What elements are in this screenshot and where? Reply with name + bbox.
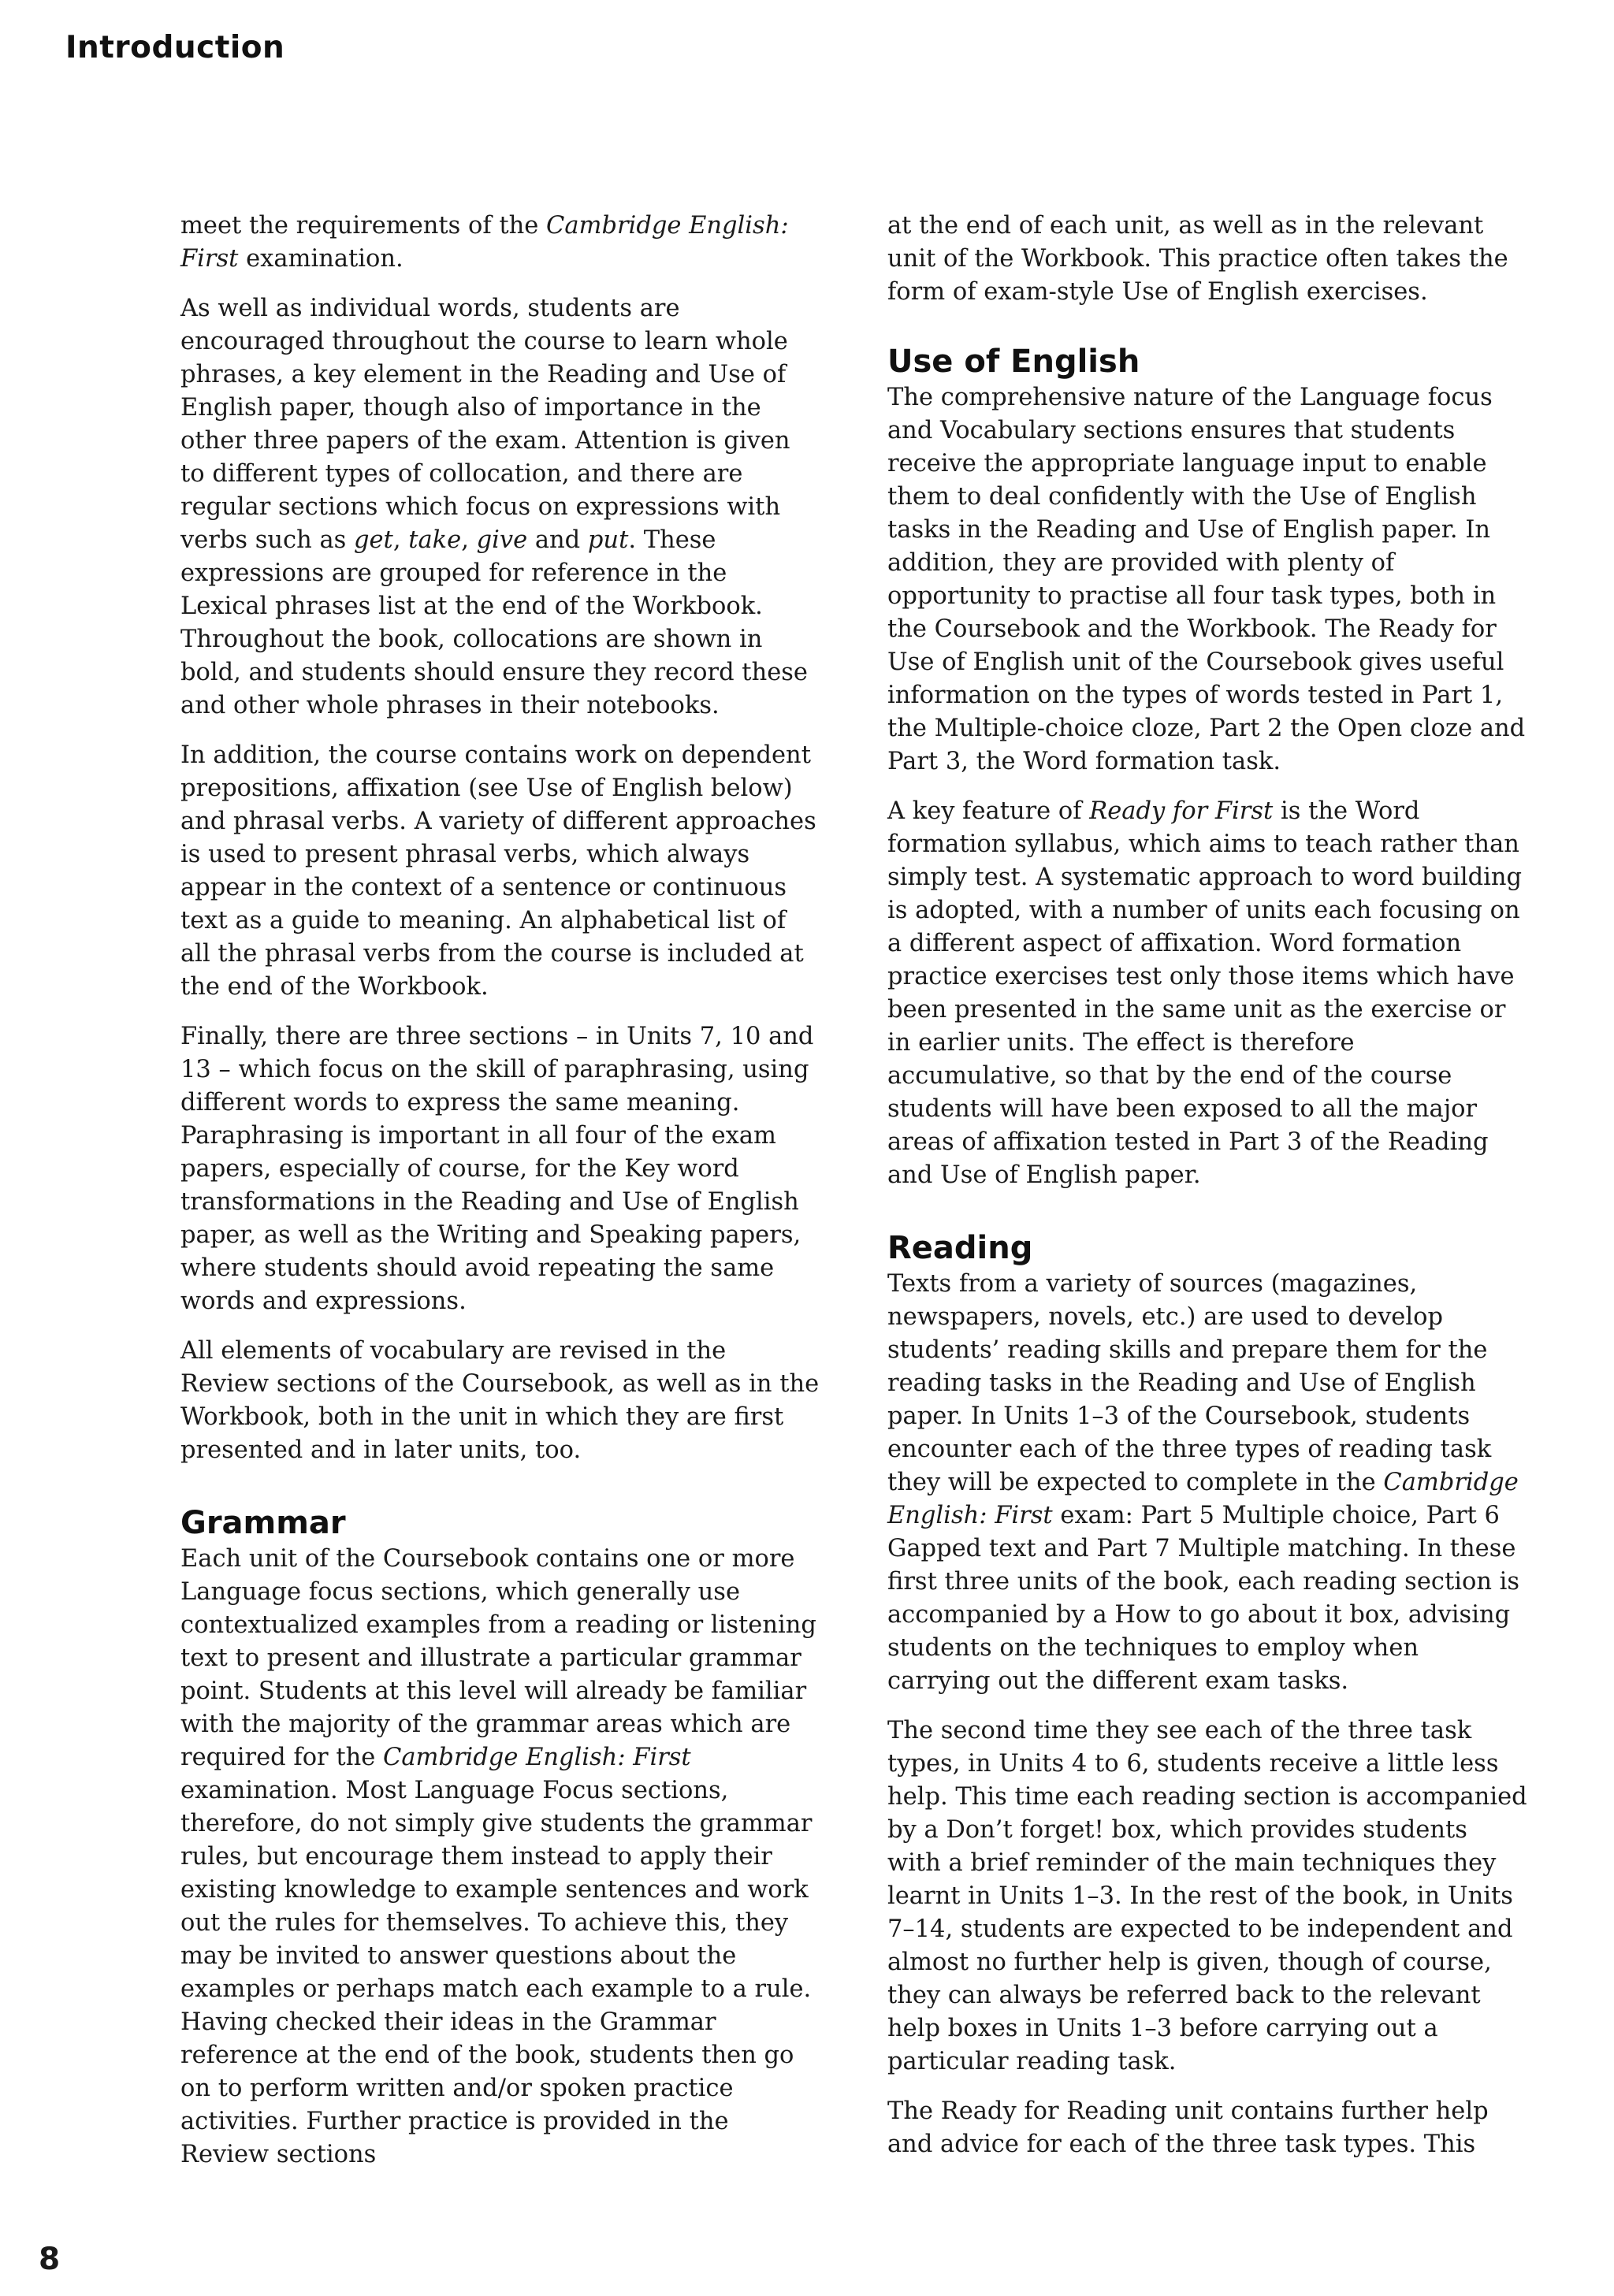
text: . These expressions are grouped for reference in the Lexical phrases list at the end of the Workbook. Throughout the book, collocations are shown in bold, and students should ensure they record these and other whole phrases in their notebooks. bbox=[180, 526, 808, 719]
paragraph bbox=[887, 1268, 1527, 1698]
text: examination. bbox=[238, 245, 404, 273]
text: , bbox=[461, 526, 477, 554]
paragraph: The comprehensive nature of the Language focus and Vocabulary sections ensures that students receive the appropriate language input to enable them to deal confidently with the Use of English tasks in the Reading and Use of English paper. In addition, they are provided with plenty of opportunity to practise all four task types, both in the Coursebook and the Workbook. The Ready for Use of English unit of the Coursebook gives useful information on the types of words tested in Part 1, the Multiple-choice cloze, Part 2 the Open cloze and Part 3, the Word formation task. bbox=[887, 384, 1526, 775]
paragraph: The second time they see each of the three task types, in Units 4 to 6, students receive a little less help. This time each reading section is accompanied by a Don’t forget! box, which provides students with a brief reminder of the main techniques they learnt in Units 1–3. In the rest of the book, in Units 7–14, students are expected to be independent and almost no further help is given, though of course, they can always be referred back to the relevant help boxes in Units 1–3 before carrying out a particular reading task. bbox=[887, 1717, 1527, 2075]
paragraph: at the end of each unit, as well as in the relevant unit of the Workbook. This practice often takes the form of exam-style Use of English exercises. bbox=[887, 212, 1508, 306]
section-heading-grammar: Grammar bbox=[180, 1505, 346, 1541]
paragraph bbox=[180, 1543, 820, 2172]
paragraph: In addition, the course contains work on dependent prepositions, affixation (see Use of English below) and phrasal verbs. A variety of different approaches is used to present phrasal verbs, which always appear in the context of a sentence or continuous text as a guide to meaning. An alphabetical list of all the phrasal verbs from the course is included at the end of the Workbook. bbox=[180, 741, 816, 1001]
paragraph: Finally, there are three sections – in Units 7, 10 and 13 – which focus on the skill of paraphrasing, using different words to express the same meaning. Paraphrasing is important in all four of the exam papers, especially of course, for the Key word transformations in the Reading and Use of English paper, as well as the Writing and Speaking papers, where students should avoid repeating the same words and expressions. bbox=[180, 1023, 814, 1315]
page-number: 8 bbox=[39, 2242, 61, 2277]
paragraph: All elements of vocabulary are revised in the Review sections of the Coursebook, as well as in the Workbook, both in the unit in which they are first presented and in later units, too. bbox=[180, 1337, 820, 1464]
running-head: Introduction bbox=[65, 30, 285, 65]
italic-text: take bbox=[408, 526, 462, 554]
right-column bbox=[887, 210, 1527, 2178]
italic-text: get bbox=[353, 526, 393, 554]
italic-text: Cambridge English: First bbox=[382, 1744, 691, 1771]
text: meet the requirements of the bbox=[180, 212, 547, 240]
text: As well as individual words, students are encouraged throughout the course to learn whole phrases, a key element in the Reading and Use of English paper, though also of importance in the other three papers of the exam. Attention is given to different types of collocation, and there are regular sections which focus on expressions with verbs such as bbox=[180, 295, 790, 554]
text: , bbox=[392, 526, 409, 554]
text: examination. Most Language Focus sections, therefore, do not simply give students the grammar rules, but encourage them instead to apply their existing knowledge to example sentences and work out the rules for themselves. To achieve this, they may be invited to answer questions about the examples or perhaps match each example to a rule. Having checked their ideas in the Grammar reference at the end of the book, students then go on to perform written and/or spoken practice activities. Further practice is provided in the Review sections bbox=[180, 1777, 813, 2168]
italic-text: put bbox=[587, 526, 629, 554]
section-heading-reading: Reading bbox=[887, 1230, 1033, 1266]
paragraph: The Ready for Reading unit contains further help and advice for each of the three task types. This bbox=[887, 2097, 1489, 2158]
text: Each unit of the Coursebook contains one or more Language focus sections, which generally use contextualized examples from a reading or listening text to present and illustrate a particular grammar point. Students at this level will already be familiar with the majority of the grammar areas which are required for the bbox=[180, 1545, 816, 1771]
italic-text: give bbox=[476, 526, 528, 554]
text: is the Word formation syllabus, which aims to teach rather than simply test. A systematic approach to word building is adopted, with a number of units each focusing on a different aspect of affixation. Word formation practice exercises test only those items which have been presented in the same unit as the exercise or in earlier units. The effect is therefore accumulative, so that by the end of the course students will have been exposed to all the major areas of affixation tested in Part 3 of the Reading and Use of English paper. bbox=[887, 797, 1523, 1189]
paragraph bbox=[180, 292, 820, 723]
italic-text: Cambridge English: First bbox=[887, 1469, 1519, 1529]
left-column bbox=[180, 210, 820, 2188]
paragraph bbox=[180, 210, 820, 276]
section-heading-use-of-english: Use of English bbox=[887, 344, 1140, 380]
text: Texts from a variety of sources (magazines, newspapers, novels, etc.) are used to develop students’ reading skills and prepare them for the reading tasks in the Reading and Use of English paper. In Units 1–3 of the Coursebook, students encounter each of the three types of reading task they will be expected to complete in the bbox=[887, 1270, 1492, 1496]
text: and bbox=[527, 526, 588, 554]
text: A key feature of bbox=[887, 797, 1090, 825]
italic-text: Cambridge English: First bbox=[180, 212, 789, 273]
italic-text: Ready for First bbox=[1089, 797, 1274, 825]
text: exam: Part 5 Multiple choice, Part 6 Gapped text and Part 7 Multiple matching. In these first three units of the book, each reading section is accompanied by a How to go about it box, advising students on the techniques to employ when carrying out the different exam tasks. bbox=[887, 1502, 1520, 1695]
paragraph bbox=[887, 795, 1527, 1192]
